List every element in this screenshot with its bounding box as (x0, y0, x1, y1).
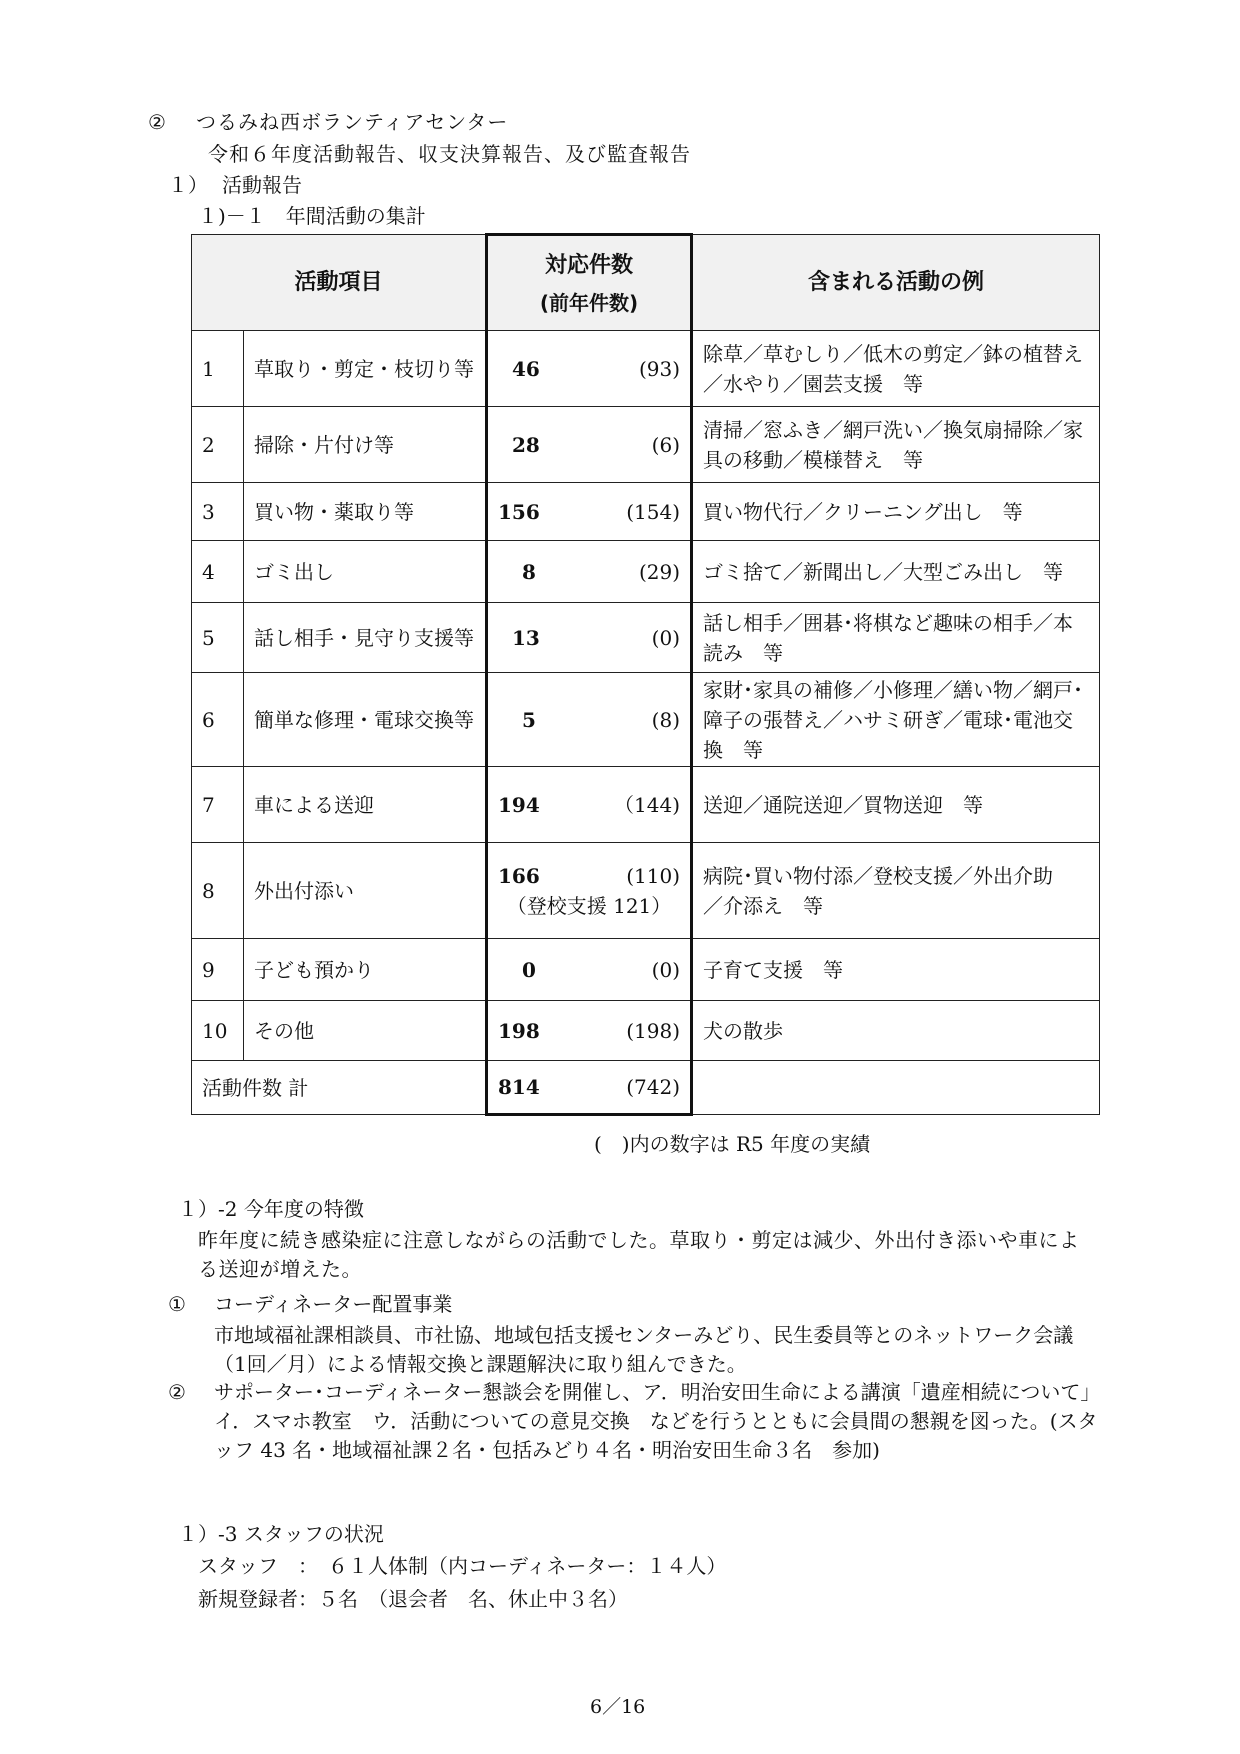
page-number: 6／16 (590, 1696, 646, 1718)
row-prev-value: (198) (626, 1018, 681, 1043)
table-row (192, 1001, 1100, 1061)
row-count-value: 194 (498, 792, 540, 817)
table-row (192, 603, 1100, 673)
section1-number: １） (168, 173, 208, 197)
row-item: 簡単な修理・電球交換等 (244, 673, 487, 767)
row-count (487, 767, 692, 843)
table-header-row (192, 235, 1100, 331)
row-examples: 子育て支援 等 (692, 939, 1100, 1001)
table-total-row (192, 1061, 1100, 1115)
section1-2-intro: 昨年度に続き感染症に注意しながらの活動でした。草取り・剪定は減少、外出付き添いや車による送迎が増えた。 (198, 1228, 1080, 1281)
header-item: 活動項目 (192, 235, 487, 331)
row-examples: 除草／草むしり／低木の剪定／鉢の植替え／水やり／園芸支援 等 (692, 331, 1100, 407)
row-examples: 家財･家具の補修／小修理／繕い物／網戸･障子の張替え／ハサミ研ぎ／電球･電池交換 等 (692, 673, 1100, 767)
section1-1-title: １)－１ 年間活動の集計 (198, 204, 426, 228)
header-examples: 含まれる活動の例 (692, 235, 1100, 331)
heading-marker: ② (148, 110, 166, 134)
row-prev-value: （144) (614, 792, 681, 817)
row-examples: 犬の散歩 (692, 1001, 1100, 1061)
total-prev-value: (742) (626, 1075, 681, 1099)
table-row (192, 407, 1100, 483)
row-item: ゴミ出し (244, 541, 487, 603)
row-item: その他 (244, 1001, 487, 1061)
row-no: 7 (192, 767, 244, 843)
total-examples (692, 1061, 1100, 1115)
row-prev-value: (6) (651, 432, 681, 457)
row-examples: 送迎／通院送迎／買物送迎 等 (692, 767, 1100, 843)
row-count-value: 8 (522, 559, 536, 584)
row-prev-value: (0) (651, 957, 681, 982)
row-no: 1 (192, 331, 244, 407)
item2-marker: ② (168, 1380, 186, 1404)
total-label: 活動件数 計 (192, 1061, 487, 1115)
item1-marker: ① (168, 1292, 186, 1316)
header-count-label: 対応件数 (545, 252, 634, 278)
total-count (487, 1061, 692, 1115)
row-no: 2 (192, 407, 244, 483)
row-examples: 清掃／窓ふき／網戸洗い／換気扇掃除／家具の移動／模様替え 等 (692, 407, 1100, 483)
row-item: 草取り・剪定・枝切り等 (244, 331, 487, 407)
row-count-value: 198 (498, 1018, 540, 1043)
row-count-value: 46 (512, 356, 540, 381)
row-count (487, 1001, 692, 1061)
row-item: 掃除・片付け等 (244, 407, 487, 483)
row-count-value: 5 (522, 707, 536, 732)
row-count (487, 843, 692, 939)
row-examples: 買い物代行／クリーニング出し 等 (692, 483, 1100, 541)
row-item: 外出付添い (244, 843, 487, 939)
table-row (192, 331, 1100, 407)
table-row (192, 767, 1100, 843)
row-prev-value: (0) (651, 625, 681, 650)
row-no: 6 (192, 673, 244, 767)
table-row (192, 939, 1100, 1001)
table-row (192, 483, 1100, 541)
row-no: 8 (192, 843, 244, 939)
row-no: 3 (192, 483, 244, 541)
item1-title: コーディネーター配置事業 (214, 1292, 453, 1316)
section1-title: 活動報告 (222, 173, 302, 197)
new-registration-line: 新規登録者：５名 （退会者 名、休止中３名） (198, 1587, 628, 1611)
row-examples: 話し相手／囲碁･将棋など趣味の相手／本読み 等 (692, 603, 1100, 673)
row-no: 4 (192, 541, 244, 603)
row-count (487, 673, 692, 767)
table-row (192, 673, 1100, 767)
row-count (487, 541, 692, 603)
row-prev-value: (93) (638, 356, 681, 381)
table-row (192, 541, 1100, 603)
row-count-value: 0 (522, 957, 536, 982)
header-count-sub: (前年件数) (539, 290, 639, 315)
row-prev-value: (110) (626, 863, 681, 888)
item2-body: サポーター･コーディネーター懇談会を開催し、ア．明治安田生命による講演「遺産相続について」イ．スマホ教室 ウ．活動についての意見交換 などを行うとともに会員間の懇親を図った。(スタッフ 43 名・地域福祉課２名・包括みどり４名・明治安田生命３名 参加) (214, 1380, 1098, 1462)
row-examples: 病院･買い物付添／登校支援／外出介助 ／介添え 等 (692, 843, 1100, 939)
table-note: ( )内の数字は R5 年度の実績 (594, 1132, 871, 1156)
row-item: 車による送迎 (244, 767, 487, 843)
header-count (487, 235, 692, 331)
item1-body: 市地域福祉課相談員、市社協、地域包括支援センターみどり、民生委員等とのネットワーク会議（1回／月）による情報交換と課題解決に取り組んできた。 (214, 1323, 1074, 1376)
row-examples: ゴミ捨て／新聞出し／大型ごみ出し 等 (692, 541, 1100, 603)
row-item: 話し相手・見守り支援等 (244, 603, 487, 673)
row-count (487, 331, 692, 407)
total-count-value: 814 (498, 1075, 540, 1099)
row-count-value: 13 (512, 625, 540, 650)
row-count-value: 156 (498, 499, 540, 524)
activity-table (191, 233, 1100, 1116)
row-prev-value: (29) (638, 559, 681, 584)
row-no: 5 (192, 603, 244, 673)
heading-subtitle: 令和６年度活動報告、収支決算報告、及び監査報告 (208, 142, 691, 166)
row-count (487, 939, 692, 1001)
heading-title: つるみね西ボランティアセンター (196, 110, 509, 134)
row-no: 10 (192, 1001, 244, 1061)
row-count (487, 603, 692, 673)
row-prev-value: (154) (626, 499, 681, 524)
row-item: 買い物・薬取り等 (244, 483, 487, 541)
row-count (487, 407, 692, 483)
staff-line: スタッフ ： ６１人体制（内コーディネーター：１４人） (198, 1554, 727, 1578)
row-count (487, 483, 692, 541)
row-prev-value: (8) (651, 707, 681, 732)
row-count-note: （登校支援 121） (506, 893, 672, 918)
section1-3-title: １）-3 スタッフの状況 (178, 1522, 384, 1546)
row-count-value: 166 (498, 863, 540, 888)
row-no: 9 (192, 939, 244, 1001)
section1-2-title: １）-2 今年度の特徴 (178, 1197, 364, 1221)
row-item: 子ども預かり (244, 939, 487, 1001)
row-count-value: 28 (512, 432, 540, 457)
table-row (192, 843, 1100, 939)
